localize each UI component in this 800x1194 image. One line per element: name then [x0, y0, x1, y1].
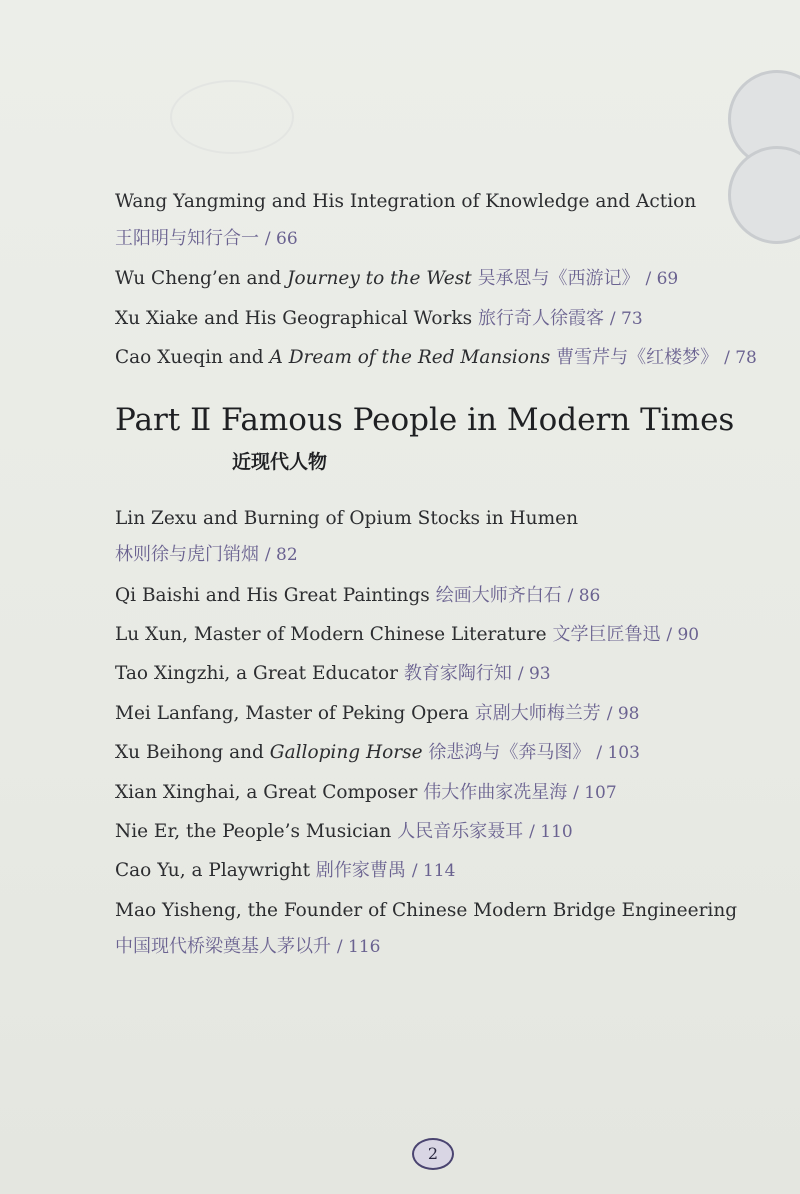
chapter-tab-circle-bottom [728, 146, 800, 244]
entry-title-cn: 曹雪芹与《红楼梦》 [556, 347, 719, 368]
entry-title-en: Mei Lanfang, Master of Peking Opera [115, 703, 469, 724]
entry-page: / 90 [666, 625, 700, 645]
part-heading: Part Ⅱ Famous People in Modern Times [115, 402, 735, 438]
entry-title-en: Lu Xun, Master of Modern Chinese Literature [115, 624, 547, 645]
entry-page: / 110 [529, 822, 573, 842]
entry-title-cn: 旅行奇人徐霞客 [478, 308, 604, 329]
entry-title-en: Xu Xiake and His Geographical Works [115, 308, 473, 329]
toc-entry [115, 584, 600, 608]
entry-page: / 103 [596, 743, 640, 763]
entry-title-cn: 人民音乐家聂耳 [397, 821, 524, 842]
toc-entry [115, 307, 643, 331]
part-heading-cn: 近现代人物 [232, 451, 328, 473]
entry-title-cn: 王阳明与知行合一 [115, 228, 259, 249]
entry-title-en: Nie Er, the People’s Musician [115, 821, 392, 842]
entry-page: / 107 [573, 783, 617, 803]
entry-title-en: Lin Zexu and Burning of Opium Stocks in Humen [115, 508, 579, 529]
toc-entry [115, 346, 757, 370]
toc-entry-cn [115, 227, 298, 251]
toc-entry [115, 662, 551, 686]
entry-title-cn: 中国现代桥梁奠基人茅以升 [115, 936, 331, 957]
entry-page: / 73 [609, 309, 643, 329]
entry-title-en: Qi Baishi and His Great Paintings [115, 585, 430, 606]
entry-page: / 78 [724, 348, 757, 368]
toc-entry [115, 741, 640, 765]
entry-page: / 93 [517, 664, 551, 684]
watermark-shape [170, 80, 294, 154]
entry-page: / 82 [264, 545, 298, 565]
entry-title-cn: 徐悲鸿与《奔马图》 [428, 742, 591, 763]
entry-title-en: Cao Yu, a Playwright [115, 860, 311, 881]
entry-title-en: Wu Cheng’en and [115, 268, 288, 289]
entry-page: / 114 [411, 861, 456, 881]
entry-work-title: Galloping Horse [269, 742, 423, 763]
page-number: 2 [412, 1138, 454, 1170]
entry-title-cn: 教育家陶行知 [403, 663, 512, 684]
entry-title-en: Tao Xingzhi, a Great Educator [115, 663, 399, 684]
entry-title-cn: 林则徐与虎门销烟 [115, 544, 259, 565]
toc-entry [115, 820, 573, 844]
entry-title-en: Xu Beihong and [115, 742, 270, 763]
entry-page: / 116 [336, 937, 381, 957]
entry-title-cn: 京剧大师梅兰芳 [474, 703, 601, 724]
toc-entry [115, 859, 455, 883]
toc-entry [115, 781, 617, 805]
entry-page: / 69 [645, 269, 679, 289]
entry-page: / 98 [606, 704, 640, 724]
toc-entry [115, 702, 639, 726]
toc-entry-en [115, 507, 578, 531]
toc-entry [115, 623, 699, 647]
entry-title-cn: 剧作家曹禺 [315, 860, 406, 881]
entry-page: / 66 [264, 229, 298, 249]
entry-title-en: Cao Xueqin and [115, 347, 270, 368]
entry-title-cn: 伟大作曲家冼星海 [423, 782, 568, 803]
entry-title-cn: 文学巨匠鲁迅 [552, 624, 661, 645]
entry-page: / 86 [567, 586, 601, 606]
toc-entry-cn [115, 935, 380, 959]
entry-title-cn: 吴承恩与《西游记》 [477, 268, 640, 289]
entry-work-title: A Dream of the Red Mansions [269, 347, 551, 368]
toc-entry-cn [115, 543, 298, 567]
entry-title-en: Xian Xinghai, a Great Composer [115, 782, 418, 803]
entry-work-title: Journey to the West [287, 268, 472, 289]
entry-title-en: Wang Yangming and His Integration of Knowledge and Action [115, 191, 697, 212]
toc-entry-en [115, 899, 737, 923]
entry-title-cn: 绘画大师齐白石 [435, 585, 562, 606]
toc-entry [115, 267, 678, 291]
toc-entry-en [115, 190, 696, 214]
entry-title-en: Mao Yisheng, the Founder of Chinese Modern Bridge Engineering [115, 900, 738, 921]
